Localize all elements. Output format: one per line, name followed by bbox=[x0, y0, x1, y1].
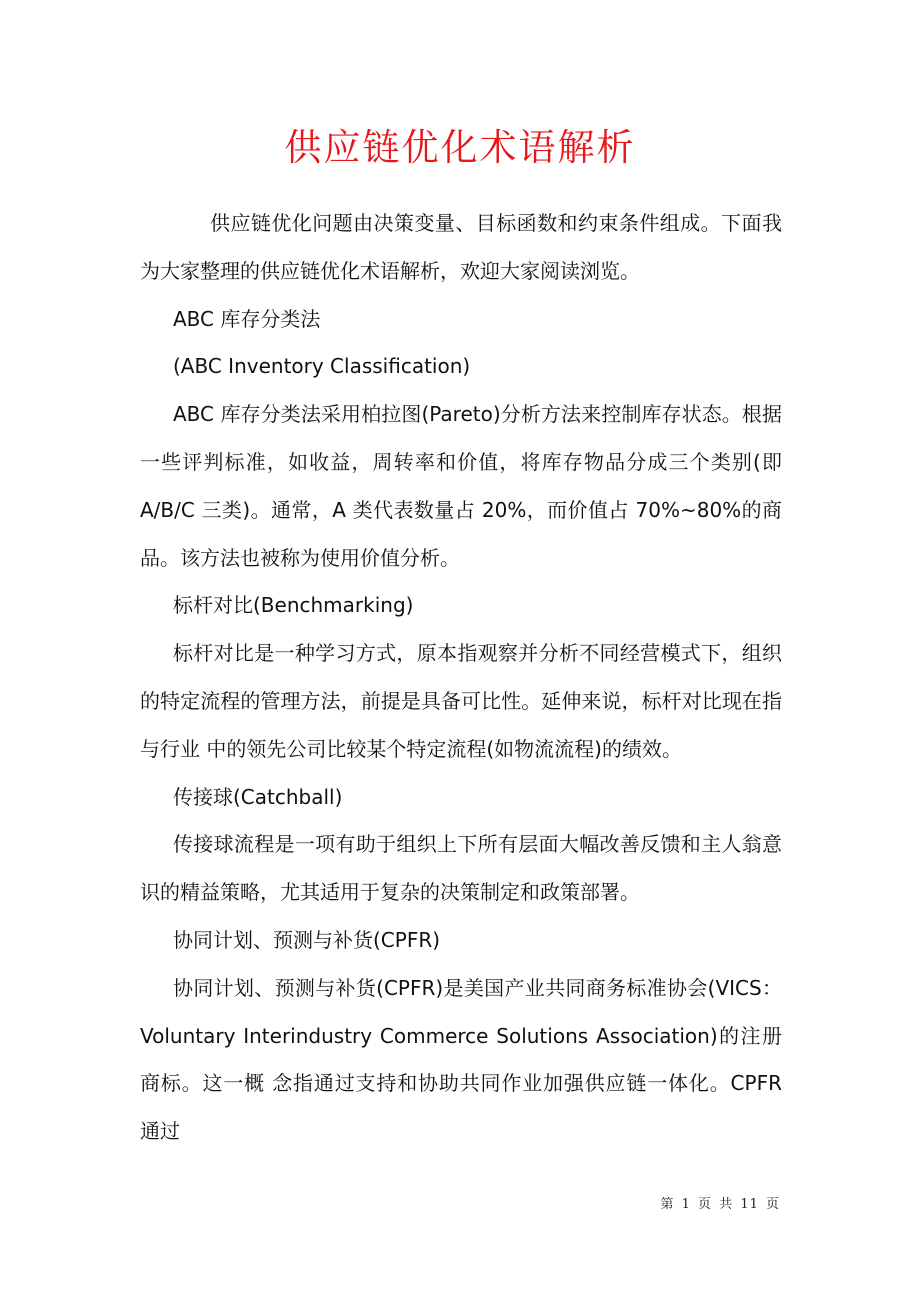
catchball-paragraph: 传接球流程是一项有助于组织上下所有层面大幅改善反馈和主人翁意识的精益策略，尤其适用于复杂的决策制定和政策部署。 bbox=[140, 832, 782, 905]
cpfr-paragraph: 协同计划、预测与补货(CPFR)是美国产业共同商务标准协会(VICS：Voluntary Interindustry Commerce Solutions Association)的注册商标。这一概 念指通过支持和协助共同作业加强供应链一体化。CPFR 通过 bbox=[140, 975, 782, 1144]
intro-paragraph: 供应链优化问题由决策变量、目标函数和约束条件组成。下面我为大家整理的供应链优化术语解析，欢迎大家阅读浏览。 bbox=[140, 211, 782, 283]
benchmarking-paragraph: 标杆对比是一种学习方式，原本指观察并分析不同经营模式下，组织的特定流程的管理方法，前提是具备可比性。延伸来说，标杆对比现在指与行业 中的领先公司比较某个特定流程(如物流流程)的绩效。 bbox=[140, 641, 782, 761]
page-number-footer: 第 1 页 共 11 页 bbox=[660, 1197, 780, 1212]
document-title: 供应链优化术语解析 bbox=[284, 126, 636, 169]
section-heading-abc-english: (ABC Inventory Classification) bbox=[173, 354, 471, 379]
document-body bbox=[140, 200, 782, 1156]
section-heading-catchball: 传接球(Catchball) bbox=[173, 784, 343, 809]
section-heading-benchmarking: 标杆对比(Benchmarking) bbox=[173, 593, 414, 618]
section-heading-cpfr: 协同计划、预测与补货(CPFR) bbox=[173, 927, 441, 952]
section-heading-abc: ABC 库存分类法 bbox=[173, 306, 321, 331]
abc-paragraph: ABC 库存分类法采用柏拉图(Pareto)分析方法来控制库存状态。根据一些评判标准，如收益，周转率和价值，将库存物品分成三个类别(即 A/B/C 三类)。通常，A 类代表数量占 20%，而价值占 70%~80%的商品。该方法也被称为使用价值分析。 bbox=[140, 402, 782, 570]
